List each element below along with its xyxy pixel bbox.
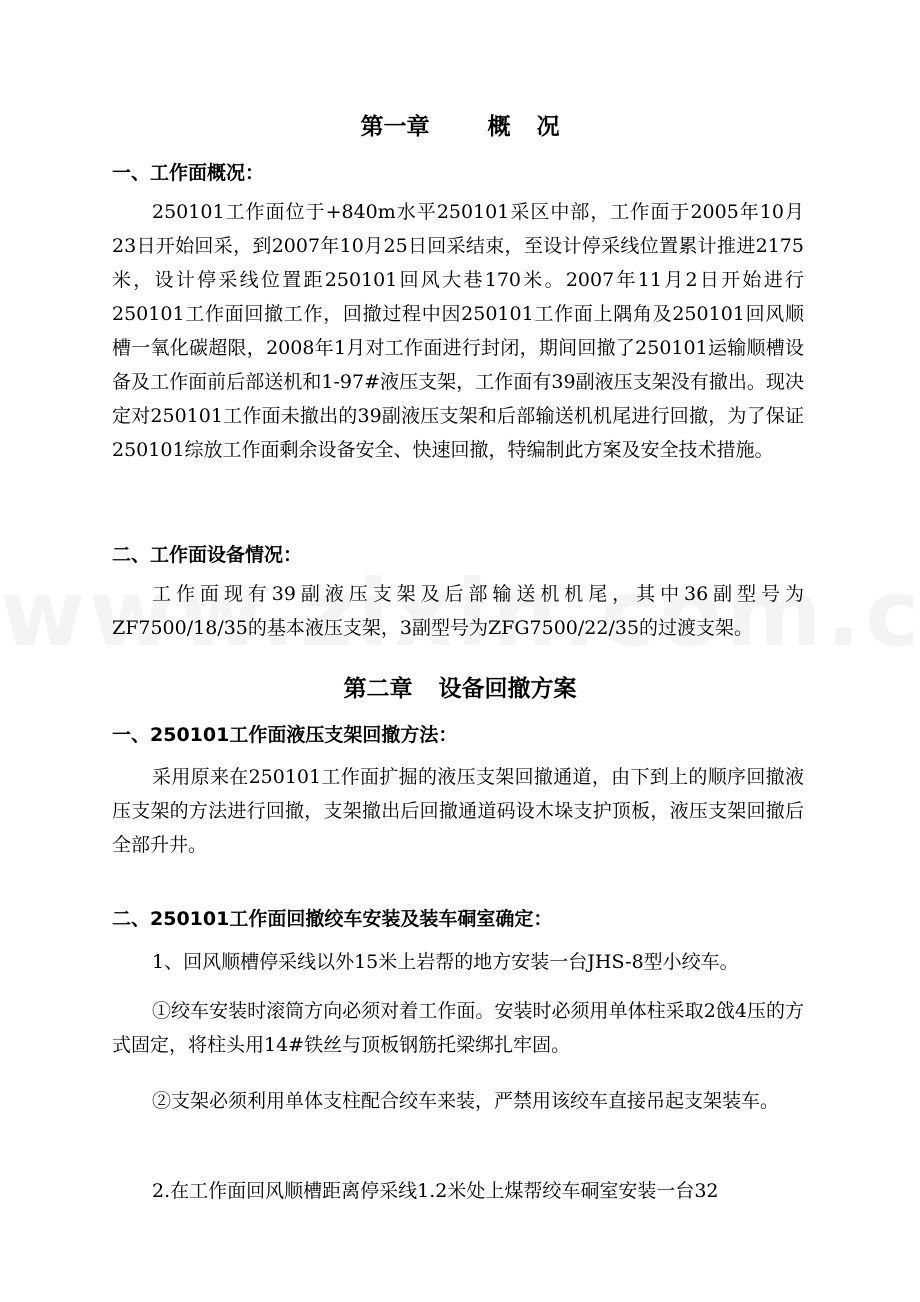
chapter-1-word-2: 况 bbox=[536, 114, 560, 140]
section-4-item-1: 1、回风顺槽停采线以外15米上岩帮的地方安装一台JHS-8型小绞车。 bbox=[152, 951, 739, 973]
chapter-2-title bbox=[0, 670, 920, 703]
chapter-2-name: 设备回撤方案 bbox=[438, 676, 577, 702]
section-4-heading: 二、250101工作面回撤绞车安装及装车硐室确定： bbox=[112, 908, 553, 930]
section-1-heading: 一、工作面概况： bbox=[112, 162, 265, 184]
section-4-item-2: 2.在工作面回风顺槽距离停采线1.2米处上煤帮绞车硐室安装一台32 bbox=[152, 1180, 719, 1202]
section-1-paragraph: 250101工作面位于+840m水平250101采区中部，工作面于2005年10月23日开始回采，到2007年10月25日回采结束，至设计停采线位置累计推进2175米，设计停采线位置距250101回风大巷170米。2007年11月2日开始进行250101工作面回撤工作，回撤过程中因250101工作面上隅角及250101回风顺槽一氧化碳超限，2008年1月对工作面进行封闭，期间回撤了250101运输顺槽设备及工作面前后部送机和1-97#液压支架，工作面有39副液压支架没有撤出。现决定对250101工作面未撤出的39副液压支架和后部输送机机尾进行回撤，为了保证250101综放工作面剩余设备安全、快速回撤，特编制此方案及安全技术措施。 bbox=[112, 201, 804, 461]
chapter-1-prefix: 第一章 bbox=[360, 114, 430, 140]
section-3-heading: 一、250101工作面液压支架回撤方法： bbox=[112, 724, 458, 746]
section-2-heading: 二、工作面设备情况： bbox=[112, 544, 303, 566]
chapter-1-title bbox=[0, 108, 920, 141]
section-2-paragraph: 工作面现有39副液压支架及后部输送机机尾，其中36副型号为ZF7500/18/35的基本液压支架，3副型号为ZFG7500/22/35的过渡支架。 bbox=[112, 583, 804, 639]
section-3-paragraph: 采用原来在250101工作面扩掘的液压支架回撤通道，由下到上的顺序回撤液压支架的方法进行回撤，支架撤出后回撤通道码设木垛支护顶板，液压支架回撤后全部升井。 bbox=[112, 766, 804, 856]
section-4-item-1b: ②支架必须利用单体支柱配合绞车来装，严禁用该绞车直接吊起支架装车。 bbox=[152, 1090, 780, 1112]
section-4-item-1a: ①绞车安装时滚筒方向必须对着工作面。安装时必须用单体柱采取2戗4压的方式固定，将柱头用14#铁丝与顶板钢筋托梁绑扎牢固。 bbox=[112, 1000, 804, 1056]
chapter-2-prefix: 第二章 bbox=[343, 676, 413, 702]
chapter-1-word-1: 概 bbox=[487, 114, 511, 140]
